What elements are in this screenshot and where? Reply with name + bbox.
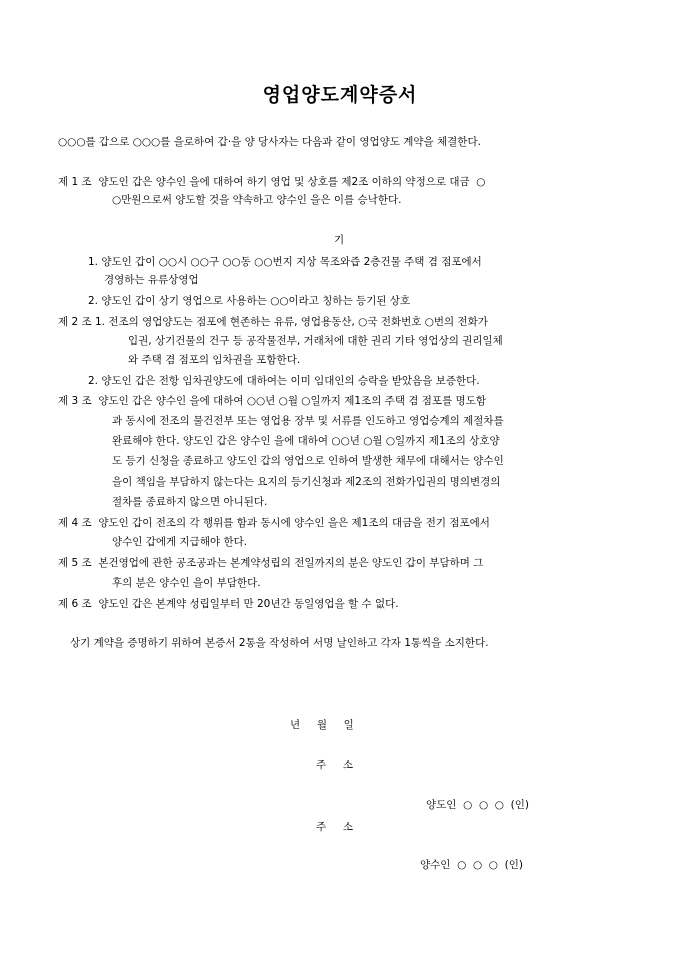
article-3-line-3: 완료해야 한다. 양도인 갑은 양수인 을에 대하여 ○○년 ○월 ○일까지 제1조의 상호양: [112, 435, 500, 447]
article-1-line-1: 제 1 조 양도인 갑은 양수인 을에 대하여 하기 영업 및 상호를 제2조 이하의 약정으로 대금 ○: [58, 176, 486, 188]
article-4-line-2: 양수인 갑에게 지급해야 한다.: [112, 536, 248, 548]
article-1-line-2: ○만원으로써 양도할 것을 약속하고 양수인 을은 이를 승낙한다.: [112, 194, 402, 206]
address-label-2: 주 소: [316, 821, 353, 833]
seller-signature: 양도인 ○ ○ ○ (인): [426, 799, 529, 811]
article-2-line-1: 제 2 조 1. 전조의 영업양도는 점포에 현존하는 유류, 영업용동산, ○국 전화번호 ○번의 전화가: [58, 316, 488, 328]
intro-text: ○○○를 갑으로 ○○○를 을로하여 갑·을 양 당사자는 다음과 같이 영업양도 계약을 체결한다.: [58, 136, 481, 148]
article-2-line-3: 와 주택 겸 점포의 임차권을 포함한다.: [128, 354, 301, 366]
article-3-line-4: 도 등기 신청을 종료하고 양도인 갑의 영업으로 인하여 발생한 채무에 대해서는 양수인: [112, 455, 504, 467]
article-2-line-2: 입권, 상기건물의 건구 등 공작물전부, 거래처에 대한 권리 기타 영업상의 권리일체: [128, 335, 503, 347]
address-label-1: 주 소: [316, 759, 353, 771]
article-3-line-1: 제 3 조 양도인 갑은 양수인 을에 대하여 ○○년 ○월 ○일까지 제1조의 주택 겸 점포를 명도함: [58, 395, 486, 407]
closing-text: 상기 계약을 증명하기 위하여 본증서 2통을 작성하여 서명 날인하고 각자 1통씩을 소지한다.: [70, 637, 489, 649]
article-6: 제 6 조 양도인 갑은 본계약 성립일부터 만 20년간 동일영업을 할 수 없다.: [58, 598, 399, 610]
buyer-signature: 양수인 ○ ○ ○ (인): [420, 859, 523, 871]
article-4-line-1: 제 4 조 양도인 갑이 전조의 각 행위를 함과 동시에 양수인 을은 제1조의 대금을 전기 점포에서: [58, 517, 490, 529]
article-3-line-5: 을이 책임을 부담하지 않는다는 요지의 등기신청과 제2조의 전화가입권의 명의변경의: [112, 476, 501, 488]
article-3-line-2: 과 동시에 전조의 물건전부 또는 영업용 장부 및 서류를 인도하고 영업승계의 제절차를: [112, 415, 504, 427]
article-2-line-4: 2. 양도인 갑은 전항 임차권양도에 대하여는 이미 임대인의 승락을 받았음을 보증한다.: [88, 375, 480, 387]
item-2: 2. 양도인 갑이 상기 영업으로 사용하는 ○○이라고 칭하는 등기된 상호: [88, 295, 411, 307]
gi-heading: 기: [334, 234, 345, 246]
item-1-line-2: 경영하는 유류상영업: [104, 274, 199, 286]
document-title: 영업양도계약증서: [262, 84, 418, 106]
article-5-line-1: 제 5 조 본건영업에 관한 공조공과는 본계약성립의 전일까지의 분은 양도인 갑이 부담하며 그: [58, 557, 484, 569]
article-3-line-6: 절차를 종료하지 않으면 아니된다.: [112, 496, 268, 508]
item-1-line-1: 1. 양도인 갑이 ○○시 ○○구 ○○동 ○○번지 지상 목조와즙 2층건물 주택 겸 점포에서: [88, 256, 482, 268]
article-5-line-2: 후의 분은 양수인 을이 부담한다.: [112, 577, 261, 589]
date-line: 년 월 일: [290, 719, 354, 731]
